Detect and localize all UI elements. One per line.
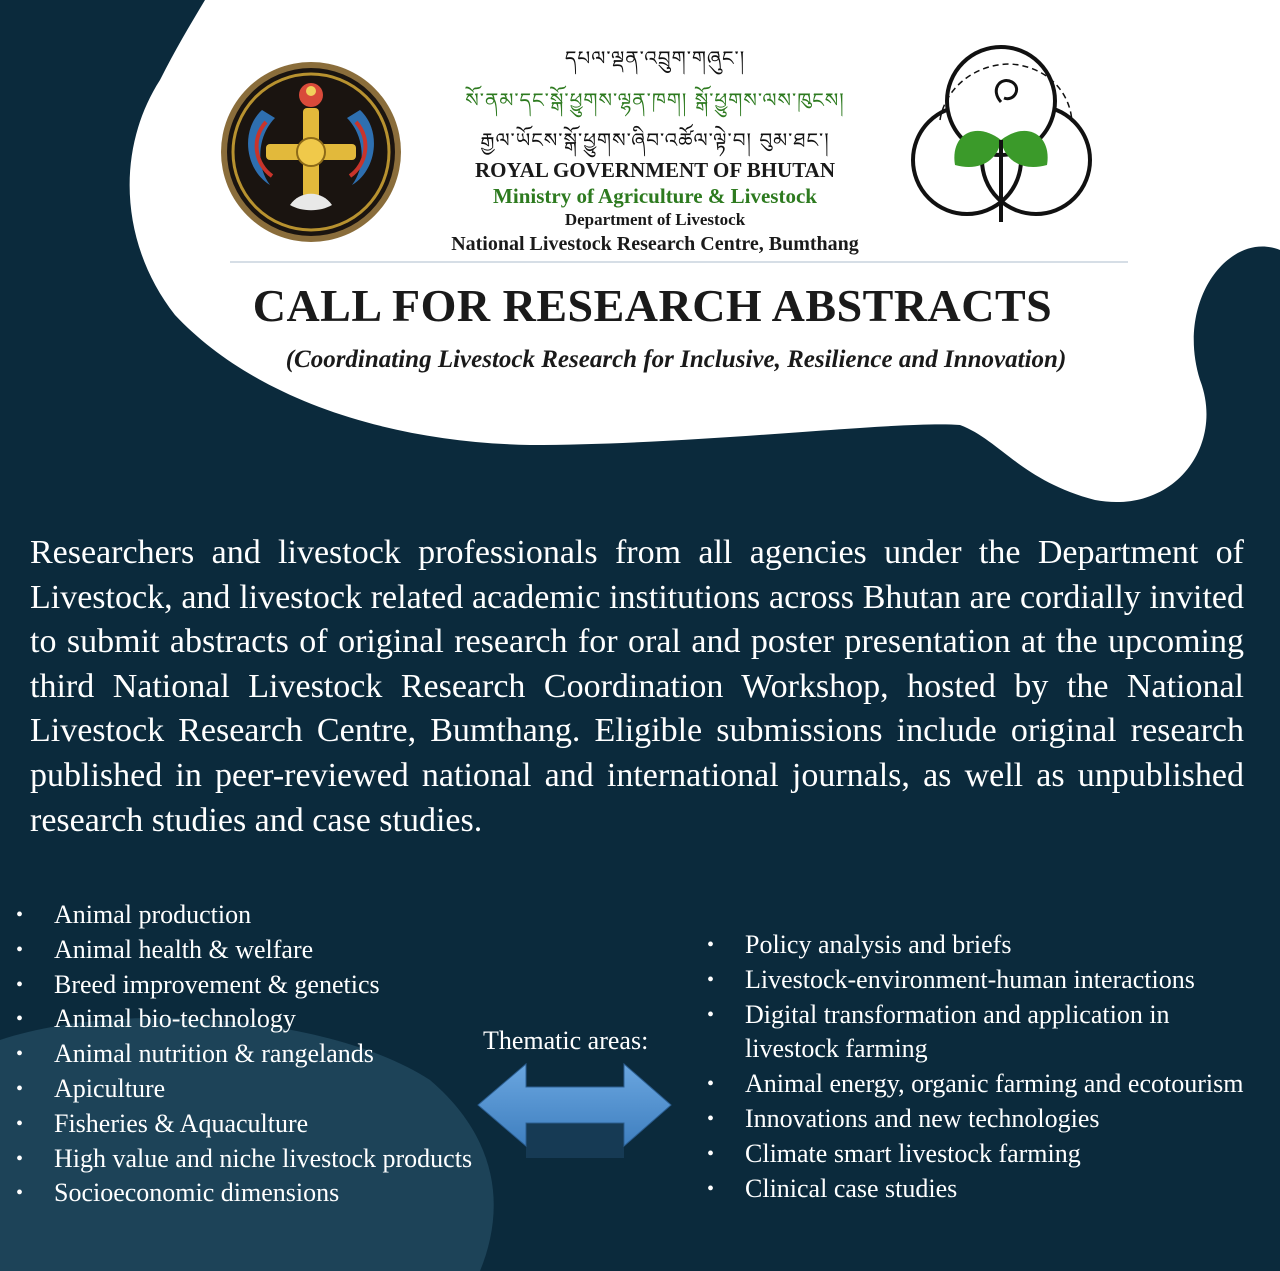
dzongkha-centre-name: རྒྱལ་ཡོངས་སྒོ་ཕྱུགས་ཞིབ་འཚོལ་ལྟེ་བ། བུམ་ཐང་།: [480, 128, 830, 152]
thematic-item: [16, 1072, 476, 1107]
thematic-item-label: Animal bio-technology: [54, 1004, 296, 1034]
thematic-item: [16, 933, 476, 968]
bullet-icon: •: [707, 934, 715, 956]
invitation-paragraph: Researchers and livestock professionals from all agencies under the Department of Livestock, and livestock related academic institutions across Bhutan are cordially invited to submit abstracts of original research for oral and poster presentation at the upcoming third National Livestock Research Coordination Workshop, hosted by the National Livestock Research Centre, Bumthang. Eligible submissions include original research published in peer-reviewed national and international journals, as well as unpublished research studies and case studies.: [30, 534, 1244, 839]
department-name: Department of Livestock: [564, 210, 746, 229]
dzongkha-ministry-name: སོ་ནམ་དང་སྒོ་ཕྱུགས་ལྷན་ཁག། སྒོ་ཕྱུགས་ལས་ཁུངས།: [465, 88, 845, 112]
thematic-item: [707, 963, 1267, 998]
bullet-icon: •: [16, 1043, 24, 1066]
thematic-item-label: Animal nutrition & rangelands: [54, 1039, 374, 1069]
thematic-item: [16, 968, 476, 1003]
bullet-icon: •: [16, 938, 24, 961]
bullet-icon: •: [16, 973, 24, 996]
thematic-item-label: Apiculture: [54, 1073, 166, 1103]
centre-name: National Livestock Research Centre, Bumthang: [451, 233, 859, 255]
page-title: CALL FOR RESEARCH ABSTRACTS: [252, 280, 1053, 331]
bullet-icon: •: [16, 1077, 24, 1100]
bullet-icon: •: [707, 1107, 715, 1130]
government-name: ROYAL GOVERNMENT OF BHUTAN: [475, 158, 835, 182]
thematic-item-label: Socioeconomic dimensions: [54, 1178, 340, 1208]
thematic-item: [16, 898, 476, 933]
thematic-item: [707, 928, 1267, 963]
ministry-name: Ministry of Agriculture & Livestock: [493, 184, 817, 208]
thematic-item: [16, 1037, 476, 1072]
thematic-item: [707, 1067, 1267, 1102]
thematic-item-label: High value and niche livestock products: [54, 1143, 473, 1173]
bullet-icon: •: [16, 1008, 24, 1031]
thematic-item: [707, 1172, 1267, 1207]
thematic-item: [16, 1176, 476, 1211]
thematic-item: [707, 998, 1267, 1068]
bullet-icon: •: [707, 1142, 715, 1165]
thematic-item-label: Clinical case studies: [745, 1173, 958, 1203]
bullet-icon: •: [707, 968, 715, 991]
thematic-item-label: Fisheries & Aquaculture: [54, 1108, 309, 1138]
thematic-item-label: Livestock-environment-human interactions: [745, 964, 1195, 994]
thematic-item-label: Digital transformation and application in livestock farming: [745, 999, 1170, 1064]
bullet-icon: •: [16, 1147, 24, 1170]
thematic-item: [707, 1102, 1267, 1137]
thematic-item-label: Animal energy, organic farming and ecotourism: [745, 1069, 1244, 1099]
bullet-icon: •: [16, 904, 24, 926]
thematic-item: [16, 1107, 476, 1142]
bullet-icon: •: [16, 1182, 24, 1205]
thematic-list-left: [16, 898, 476, 1211]
thematic-list-right: [707, 928, 1267, 1206]
thematic-item: [16, 1002, 476, 1037]
page-subtitle: (Coordinating Livestock Research for Inclusive, Resilience and Innovation): [285, 346, 1067, 373]
thematic-item: [16, 1142, 476, 1177]
thematic-item-label: Innovations and new technologies: [745, 1103, 1100, 1133]
bullet-icon: •: [707, 1003, 715, 1026]
thematic-item: [707, 1137, 1267, 1172]
bullet-icon: •: [16, 1112, 24, 1135]
thematic-areas-label: Thematic areas:: [483, 1026, 649, 1055]
thematic-item-label: Animal health & welfare: [54, 934, 314, 964]
thematic-item-label: Policy analysis and briefs: [745, 930, 1012, 959]
thematic-item-label: Breed improvement & genetics: [54, 969, 380, 999]
bullet-icon: •: [707, 1177, 715, 1200]
thematic-item-label: Animal production: [54, 900, 252, 929]
dzongkha-country-name: དཔལ་ལྡན་འབྲུག་གཞུང་།: [564, 46, 746, 70]
thematic-item-label: Climate smart livestock farming: [745, 1138, 1081, 1168]
bullet-icon: •: [707, 1073, 715, 1096]
